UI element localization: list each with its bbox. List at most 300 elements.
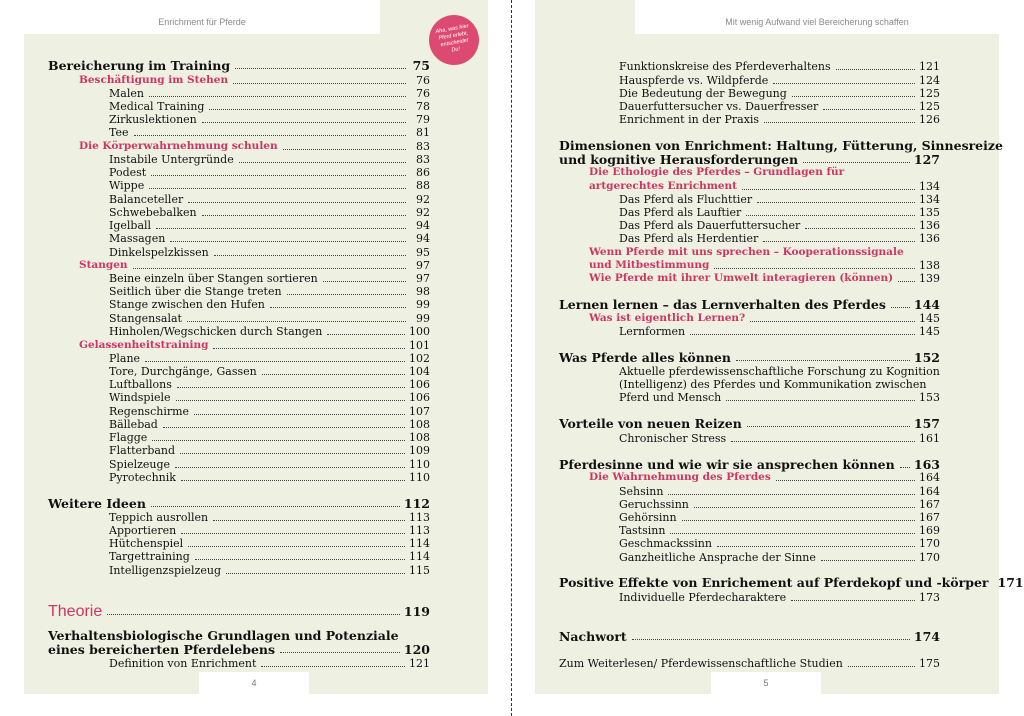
dot-leader: [177, 387, 405, 388]
dot-leader: [714, 268, 915, 269]
toc-entry-page: 174: [913, 629, 940, 644]
toc-entry-title: Lernen lernen – das Lernverhalten des Pferdes: [559, 297, 886, 312]
dot-leader: [280, 652, 400, 653]
toc-entry-title: Nachwort: [559, 629, 627, 644]
toc-entry: [109, 457, 430, 471]
toc-entry-page: 126: [919, 113, 940, 126]
toc-entry-title: Theorie: [48, 603, 103, 620]
toc-entry: [109, 377, 430, 391]
toc-entry-page: 81: [416, 126, 430, 139]
toc-entry-page: 170: [919, 537, 940, 550]
dot-leader: [107, 614, 400, 615]
dot-leader: [283, 149, 406, 150]
right-running-header: Mit wenig Aufwand viel Bereicherung schaffen: [635, 0, 999, 34]
toc-entry-title: Targettraining: [109, 550, 190, 563]
dot-leader: [239, 162, 406, 163]
toc-entry: [79, 73, 430, 87]
toc-entry-title: Definition von Enrichment: [109, 657, 257, 670]
toc-entry: [109, 311, 430, 325]
toc-entry-page: 164: [919, 471, 940, 484]
toc-entry: [48, 642, 430, 656]
toc-entry-page: 152: [913, 350, 940, 365]
toc-entry-page: 134: [919, 193, 940, 206]
toc-entry-title: Seitlich über die Stange treten: [109, 285, 282, 298]
dot-leader: [214, 255, 406, 256]
dot-leader: [848, 666, 915, 667]
toc-entry-title: Wie Pferde mit ihrer Umwelt interagieren (können): [589, 272, 894, 284]
toc-entry-page: 110: [409, 458, 430, 471]
toc-entry-page: 108: [409, 431, 430, 444]
toc-entry-title: Flatterband: [109, 444, 176, 457]
toc-entry-title: Dimensionen von Enrichment: Haltung, Fütterung, Sinnesreize: [559, 138, 1003, 153]
toc-entry: [48, 600, 430, 618]
toc-entry-title: Die Wahrnehmung des Pferdes: [589, 471, 771, 483]
dot-leader: [202, 122, 406, 123]
toc-entry: [109, 563, 430, 577]
toc-entry: [619, 484, 940, 498]
toc-entry-title: Sehsinn: [619, 485, 664, 498]
dot-leader: [188, 546, 405, 547]
toc-entry-title: Bereicherung im Training: [48, 58, 231, 73]
dot-leader: [152, 440, 405, 441]
dot-leader: [682, 520, 915, 521]
dot-leader: [805, 228, 915, 229]
toc-entry-title: Plane: [109, 352, 141, 365]
dot-leader: [690, 334, 915, 335]
toc-entry-page: 127: [913, 152, 940, 167]
dot-leader: [694, 507, 915, 508]
toc-entry-title: Dauerfuttersucher vs. Dauerfresser: [619, 100, 819, 113]
dot-leader: [323, 281, 406, 282]
toc-entry-title: Geschmackssinn: [619, 537, 712, 550]
dot-leader: [187, 321, 406, 322]
toc-entry: [559, 575, 1024, 590]
dot-leader: [717, 546, 915, 547]
toc-entry-page: 104: [409, 365, 430, 378]
toc-entry-title: Was ist eigentlich Lernen?: [589, 312, 746, 324]
dot-leader: [181, 480, 405, 481]
toc-entry-title: und kognitive Herausforderungen: [559, 152, 799, 167]
toc-entry: [109, 192, 430, 206]
dot-leader: [836, 69, 915, 70]
dot-leader: [670, 533, 915, 534]
toc-entry-page: 121: [409, 657, 430, 670]
toc-entry-page: 97: [416, 272, 430, 285]
toc-entry: [109, 536, 430, 550]
toc-entry-page: 145: [919, 325, 940, 338]
toc-entry-title: Positive Effekte von Enrichement auf Pferdekopf und -körper: [559, 575, 989, 590]
dot-leader: [180, 453, 405, 454]
dot-leader: [261, 666, 405, 667]
toc-entry: [48, 58, 430, 72]
toc-entry-page: 76: [416, 74, 430, 87]
toc-entry-title: Hauspferde vs. Wildpferde: [619, 74, 769, 87]
toc-entry-title: artgerechtes Enrichment: [589, 180, 738, 192]
toc-entry-page: 136: [919, 232, 940, 245]
toc-entry-page: 113: [409, 511, 430, 524]
toc-entry-title: Spielzeuge: [109, 458, 171, 471]
dot-leader: [134, 135, 406, 136]
toc-entry-page: 98: [416, 285, 430, 298]
toc-entry-title: Schwebebalken: [109, 206, 197, 219]
dot-leader: [209, 109, 406, 110]
dot-leader: [226, 573, 405, 574]
dot-leader: [188, 202, 406, 203]
toc-entry-title: (Intelligenz) des Pferdes und Kommunikation zwischen: [619, 378, 927, 391]
dot-leader: [163, 427, 405, 428]
toc-entry: [109, 125, 430, 139]
toc-entry-title: Igelball: [109, 219, 152, 232]
dot-leader: [821, 560, 915, 561]
toc-entry-title: Individuelle Pferdecharaktere: [619, 591, 787, 604]
dot-leader: [145, 361, 405, 362]
toc-entry: [589, 165, 940, 179]
dot-leader: [898, 281, 915, 282]
dot-leader: [803, 162, 910, 163]
toc-entry-page: 107: [409, 405, 430, 418]
toc-entry-page: 121: [919, 60, 940, 73]
dot-leader: [891, 307, 910, 308]
toc-entry-title: Balanceteller: [109, 193, 184, 206]
toc-entry: [589, 470, 940, 484]
toc-entry-title: Zum Weiterlesen/ Pferdewissenschaftliche Studien: [559, 657, 843, 670]
toc-entry: [109, 470, 430, 484]
toc-entry-page: 76: [416, 87, 430, 100]
toc-entry: [619, 431, 940, 445]
toc-entry: [109, 417, 430, 431]
dot-leader: [731, 441, 915, 442]
dot-leader: [726, 400, 915, 401]
toc-entry-page: 106: [409, 378, 430, 391]
dot-leader: [900, 467, 910, 468]
toc-entry-page: 88: [416, 179, 430, 192]
toc-entry-page: 112: [403, 496, 430, 511]
toc-entry-title: Wenn Pferde mit uns sprechen – Kooperationssignale: [589, 246, 904, 258]
dot-leader: [792, 96, 915, 97]
toc-entry-title: Hütchenspiel: [109, 537, 184, 550]
toc-entry-title: Chronischer Stress: [619, 432, 727, 445]
left-page: [24, 0, 488, 694]
dot-leader: [776, 480, 915, 481]
dot-leader: [791, 600, 915, 601]
toc-entry-page: 157: [913, 416, 940, 431]
toc-entry-title: Pyrotechnik: [109, 471, 176, 484]
right-page-number: 5: [711, 672, 821, 694]
toc-entry: [559, 350, 940, 364]
toc-entry-page: 92: [416, 206, 430, 219]
toc-entry: [109, 443, 430, 457]
toc-entry-page: 164: [919, 485, 940, 498]
toc-entry-page: 170: [919, 551, 940, 564]
toc-entry: [109, 351, 430, 365]
toc-entry: [619, 324, 940, 338]
toc-entry-page: 108: [409, 418, 430, 431]
toc-entry-page: 134: [919, 180, 940, 193]
toc-entry: [589, 311, 940, 325]
left-running-header: Enrichment für Pferde: [24, 0, 380, 34]
toc-entry: [109, 430, 430, 444]
toc-entry: [619, 523, 940, 537]
toc-entry-title: Pferd und Mensch: [619, 391, 722, 404]
toc-entry: [559, 457, 940, 471]
toc-entry-page: 75: [412, 58, 430, 73]
toc-entry: [109, 364, 430, 378]
toc-entry: [109, 165, 430, 179]
toc-entry-title: Intelligenzspielzeug: [109, 564, 222, 577]
toc-entry: [619, 112, 940, 126]
toc-entry: [619, 497, 940, 511]
toc-entry: [559, 416, 940, 430]
dot-leader: [750, 321, 915, 322]
dot-leader: [742, 189, 915, 190]
toc-entry: [619, 218, 940, 232]
toc-entry: [559, 297, 940, 311]
page-divider: [511, 0, 512, 716]
toc-entry-page: 125: [919, 87, 940, 100]
toc-entry-title: Die Bedeutung der Bewegung: [619, 87, 787, 100]
toc-entry-page: 83: [416, 153, 430, 166]
dot-leader: [764, 122, 915, 123]
toc-entry: [48, 628, 430, 642]
toc-entry-page: 94: [416, 219, 430, 232]
dot-leader: [668, 494, 915, 495]
toc-entry: [109, 152, 430, 166]
toc-entry-page: 110: [409, 471, 430, 484]
toc-entry: [619, 364, 940, 378]
toc-entry: [109, 284, 430, 298]
toc-entry-title: Stangen: [79, 259, 128, 271]
right-page: [535, 0, 1024, 694]
toc-entry-page: 175: [919, 657, 940, 670]
toc-entry: [589, 245, 940, 259]
toc-entry-page: 163: [913, 457, 940, 472]
toc-entry: [619, 550, 940, 564]
toc-entry: [109, 178, 430, 192]
toc-entry: [619, 590, 940, 604]
toc-entry-page: 136: [919, 219, 940, 232]
toc-entry: [619, 390, 940, 404]
toc-entry: [619, 231, 940, 245]
toc-entry-title: Was Pferde alles können: [559, 350, 731, 365]
toc-entry-title: Wippe: [109, 179, 145, 192]
toc-entry-title: Massagen: [109, 232, 166, 245]
toc-entry: [79, 338, 430, 352]
toc-entry-title: Enrichment in der Praxis: [619, 113, 760, 126]
toc-entry-page: 139: [919, 272, 940, 285]
dot-leader: [202, 215, 406, 216]
dot-leader: [233, 83, 406, 84]
toc-entry: [619, 86, 940, 100]
toc-entry-title: Luftballons: [109, 378, 172, 391]
toc-entry-title: Ganzheitliche Ansprache der Sinne: [619, 551, 816, 564]
toc-entry: [109, 205, 430, 219]
toc-entry-page: 95: [416, 246, 430, 259]
toc-entry-title: Regenschirme: [109, 405, 190, 418]
toc-entry: [109, 112, 430, 126]
toc-entry: [559, 138, 1003, 153]
toc-entry-page: 78: [416, 100, 430, 113]
toc-entry-page: 106: [409, 391, 430, 404]
dot-leader: [736, 360, 910, 361]
toc-entry: [589, 271, 940, 285]
dot-leader: [270, 307, 406, 308]
toc-entry: [109, 218, 430, 232]
toc-entry-title: Gehörsinn: [619, 511, 677, 524]
toc-entry: [109, 510, 430, 524]
toc-entry-title: Hinholen/Wegschicken durch Stangen: [109, 325, 323, 338]
toc-entry-page: 114: [409, 550, 430, 563]
dot-leader: [823, 109, 915, 110]
toc-entry-page: 99: [416, 312, 430, 325]
toc-entry-title: Das Pferd als Fluchttier: [619, 193, 753, 206]
toc-entry-title: Funktionskreise des Pferdeverhaltens: [619, 60, 831, 73]
toc-entry-title: Pferdesinne und wie wir sie ansprechen können: [559, 457, 895, 472]
toc-entry-title: Stangensalat: [109, 312, 182, 325]
toc-entry-title: Flagge: [109, 431, 148, 444]
dot-leader: [773, 83, 915, 84]
toc-entry-title: Podest: [109, 166, 147, 179]
dot-leader: [195, 559, 405, 560]
dot-leader: [151, 175, 406, 176]
dot-leader: [746, 215, 915, 216]
toc-entry: [109, 99, 430, 113]
toc-entry: [559, 152, 940, 166]
toc-entry-page: 100: [409, 325, 430, 338]
toc-entry: [559, 656, 940, 670]
toc-entry: [589, 179, 940, 193]
sticker-badge: Aha, was hier Pferd erlebt, entscheidet Du!: [425, 11, 483, 69]
toc-entry-page: 99: [416, 298, 430, 311]
toc-entry-title: Lernformen: [619, 325, 686, 338]
toc-entry-title: Das Pferd als Lauftier: [619, 206, 742, 219]
dot-leader: [149, 188, 406, 189]
toc-entry-title: Gelassenheitstraining: [79, 339, 209, 351]
toc-entry-title: Geruchssinn: [619, 498, 689, 511]
toc-entry-title: Beschäftigung im Stehen: [79, 74, 229, 86]
toc-entry-page: 92: [416, 193, 430, 206]
toc-entry: [109, 390, 430, 404]
toc-entry-page: 167: [919, 511, 940, 524]
dot-leader: [262, 374, 405, 375]
toc-entry: [79, 258, 430, 272]
toc-entry: [559, 629, 940, 643]
toc-entry-page: 173: [919, 591, 940, 604]
toc-entry-page: 125: [919, 100, 940, 113]
toc-entry-title: Das Pferd als Dauerfuttersucher: [619, 219, 801, 232]
toc-entry-page: 167: [919, 498, 940, 511]
toc-entry: [619, 99, 940, 113]
dot-leader: [213, 348, 405, 349]
toc-entry-title: Apportieren: [109, 524, 177, 537]
toc-entry-page: 102: [409, 352, 430, 365]
toc-entry-page: 171: [997, 575, 1024, 590]
dot-leader: [327, 334, 405, 335]
toc-entry-title: eines bereicherten Pferdelebens: [48, 642, 276, 657]
toc-entry-page: 109: [409, 444, 430, 457]
toc-entry: [109, 404, 430, 418]
toc-entry-title: Stange zwischen den Hufen: [109, 298, 265, 311]
toc-entry-page: 119: [403, 604, 430, 619]
toc-entry-title: und Mitbestimmung: [589, 259, 710, 271]
toc-entry: [109, 324, 430, 338]
toc-entry-page: 124: [919, 74, 940, 87]
dot-leader: [175, 467, 405, 468]
toc-entry-title: Die Ethologie des Pferdes – Grundlagen für: [589, 166, 845, 178]
toc-entry-title: Aktuelle pferdewissenschaftliche Forschung zu Kognition: [619, 365, 940, 378]
toc-entry: [48, 496, 430, 510]
dot-leader: [632, 639, 910, 640]
toc-entry: [589, 258, 940, 272]
toc-entry-page: 114: [409, 537, 430, 550]
toc-entry-page: 120: [403, 642, 430, 657]
toc-entry-page: 145: [919, 312, 940, 325]
toc-entry-title: Windspiele: [109, 391, 171, 404]
dot-leader: [287, 294, 406, 295]
toc-entry: [109, 245, 430, 259]
dot-leader: [176, 400, 406, 401]
toc-entry-title: Tastsinn: [619, 524, 666, 537]
toc-entry-page: 113: [409, 524, 430, 537]
toc-entry: [79, 139, 430, 153]
dot-leader: [170, 241, 406, 242]
toc-entry-title: Bällebad: [109, 418, 158, 431]
toc-entry-title: Zirkuslektionen: [109, 113, 197, 126]
toc-entry: [619, 192, 940, 206]
toc-entry-page: 83: [416, 140, 430, 153]
toc-entry: [109, 549, 430, 563]
dot-leader: [133, 268, 406, 269]
toc-entry: [619, 536, 940, 550]
toc-entry-page: 97: [416, 259, 430, 272]
toc-entry-page: 135: [919, 206, 940, 219]
toc-entry-title: Weitere Ideen: [48, 496, 146, 511]
toc-entry: [109, 231, 430, 245]
toc-entry-title: Beine einzeln über Stangen sortieren: [109, 272, 318, 285]
toc-entry: [109, 297, 430, 311]
toc-entry-title: Die Körperwahrnehmung schulen: [79, 140, 278, 152]
toc-entry-title: Dinkelspelzkissen: [109, 246, 209, 259]
toc-entry-title: Das Pferd als Herdentier: [619, 232, 759, 245]
toc-entry: [619, 73, 940, 87]
left-page-number: 4: [199, 672, 309, 694]
toc-entry-page: 161: [919, 432, 940, 445]
dot-leader: [194, 414, 405, 415]
toc-entry: [109, 523, 430, 537]
toc-entry-page: 101: [409, 339, 430, 352]
toc-entry: [109, 271, 430, 285]
dot-leader: [763, 241, 915, 242]
dot-leader: [235, 68, 406, 69]
dot-leader: [747, 426, 910, 427]
toc-entry: [109, 656, 430, 670]
toc-entry-page: 138: [919, 259, 940, 272]
dot-leader: [757, 202, 915, 203]
toc-entry-page: 153: [919, 391, 940, 404]
dot-leader: [156, 228, 406, 229]
toc-entry-title: Vorteile von neuen Reizen: [559, 416, 742, 431]
toc-entry-title: Instabile Untergründe: [109, 153, 234, 166]
toc-entry-title: Tee: [109, 126, 129, 139]
dot-leader: [151, 506, 400, 507]
toc-entry-title: Verhaltensbiologische Grundlagen und Potenziale: [48, 628, 399, 643]
toc-entry-page: 86: [416, 166, 430, 179]
dot-leader: [149, 96, 406, 97]
dot-leader: [213, 520, 405, 521]
toc-entry-title: Teppich ausrollen: [109, 511, 209, 524]
toc-entry-page: 144: [913, 297, 940, 312]
toc-entry: [619, 377, 940, 391]
toc-entry-page: 79: [416, 113, 430, 126]
